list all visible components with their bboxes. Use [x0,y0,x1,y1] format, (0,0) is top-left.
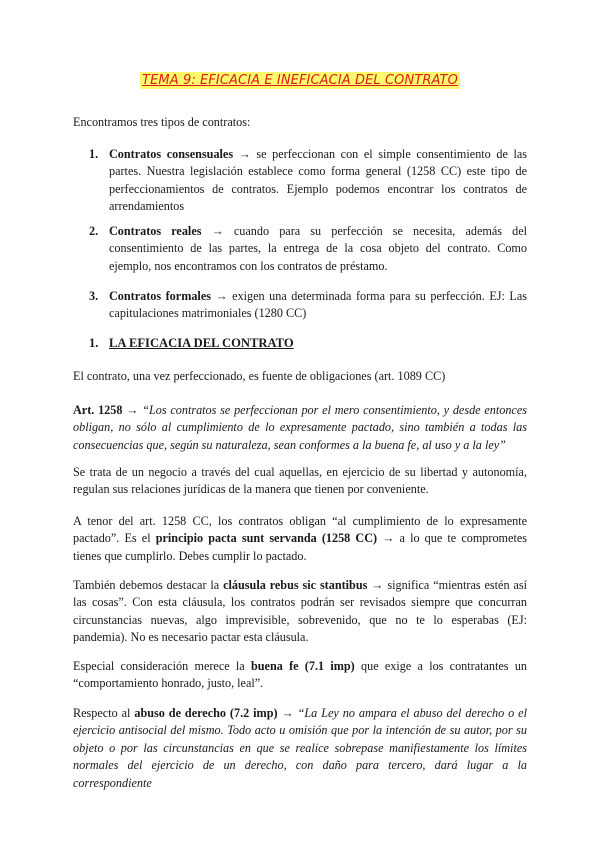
list-term: Contratos consensuales [109,147,234,161]
list-number: 3. [89,289,99,303]
paragraph-art-1258 [73,402,527,454]
list-number: 2. [89,224,99,238]
section-title: LA EFICACIA DEL CONTRATO [109,336,294,350]
article-ref: Art. 1258 [73,403,123,417]
list-text: → se perfeccionan con el simple consentimiento de las partes. Nuestra legislación establece como forma general (1258 CC) este tipo de perfeccionamientos de contratos. Ejemplo podemos encontrar los contratos de arrendamientos [109,147,527,214]
list-term: Contratos reales [109,224,202,238]
arrow: → [277,706,298,720]
list-term: Contratos formales [109,289,211,303]
text: → significa “mientras estén así las cosas”. Con esta cláusula, los contratos podrán ser revisados siempre que concurran circunstancias nuevas, algo imprevisible, sobrevenido, que no te lo esperabas (EJ: pandemia). No es necesario pactar esta cláusula. [73,578,527,645]
paragraph-buena-fe [73,658,527,693]
intro-text: Encontramos tres tipos de contratos: [73,115,251,129]
list-item [73,223,527,275]
quote: “Los contratos se perfeccionan por el mero consentimiento, y desde entonces obligan, no sólo al cumplimiento de lo expresamente pactado, sino también a todas las consecuencias que, según su naturaleza, sean conformes a la buena fe, al uso y a la ley” [73,403,527,452]
bold-term: principio pacta sunt servanda (1258 CC) [155,531,378,546]
bold-term: cláusula rebus sic stantibus [223,578,368,592]
text: Especial consideración merece la [73,659,251,673]
section-heading [89,336,294,351]
paragraph: El contrato, una vez perfeccionado, es fuente de obligaciones (art. 1089 CC) [73,369,446,383]
list-number: 1. [89,147,99,161]
text: → a lo que te comprometes tienes que cumplirlo. Debes cumplir lo pactado. [73,531,527,563]
paragraph-abuso [73,705,527,792]
text: Respecto al [73,706,135,720]
quote: “La Ley no ampara el abuso del derecho o el ejercicio antisocial del mismo. Todo acto u omisión que por la intención de su autor, por su objeto o por las circunstancias en que se realice sobrepase manifiestamente los límites normales del ejercicio de un derecho, con daño para tercero, dará lugar a la correspondiente [73,706,527,790]
section-number: 1. [89,336,99,350]
list-item [73,288,527,323]
list-text: → exigen una determinada forma para su perfección. EJ: Las capitulaciones matrimoniales (1280 CC) [109,289,527,321]
list-text: → cuando para su perfección se necesita, además del consentimiento de las partes, la entrega de la cosa objeto del contrato. Como ejemplo, nos encontramos con los contratos de préstamo. [109,224,527,273]
page-title [0,73,600,88]
paragraph-rebus [73,577,527,647]
arrow: → [122,403,143,417]
paragraph-pacta [73,513,527,565]
text: También debemos destacar la [73,578,224,592]
text: A tenor del art. 1258 CC, los contratos obligan “al cumplimiento de lo expresamente pactado”. Es el [73,514,527,546]
list-item [73,146,527,216]
bold-term: abuso de derecho (7.2 imp) [134,706,278,720]
bold-term: buena fe (7.1 imp) [250,659,355,673]
title-highlight: TEMA 9: EFICACIA E INEFICACIA DEL CONTRATO [142,73,458,88]
paragraph: Se trata de un negocio a través del cual aquellas, en ejercicio de su libertad y autonomía, regulan sus relaciones jurídicas de la manera que tienen por conveniente. [73,465,527,497]
text: que exige a los contratantes un “comportamiento honrado, justo, leal”. [73,659,528,691]
